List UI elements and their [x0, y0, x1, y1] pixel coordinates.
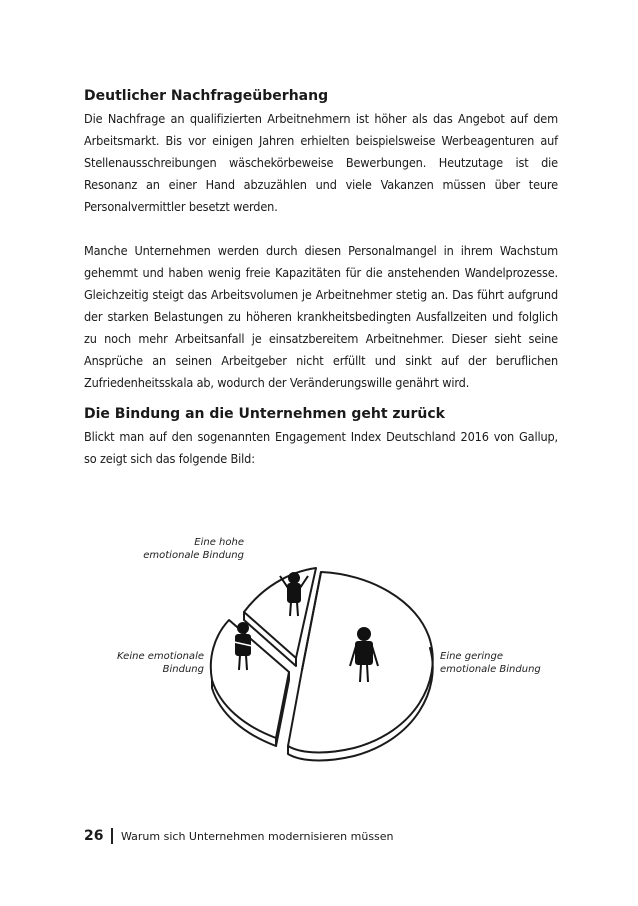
label-no-bindung: Keine emotionale Bindung [116, 651, 204, 675]
running-title: Warum sich Unternehmen modernisieren müssen [120, 829, 394, 843]
label-high-bindung: Eine hohe emotionale Bindung [143, 537, 244, 561]
page-footer [84, 826, 394, 846]
text-body [84, 86, 558, 470]
paragraph: Die Nachfrage an qualifizierten Arbeitnehmern ist höher als das Angebot auf dem Arbeitsmarkt. Bis vor einigen Jahren erhielten beispielsweise Werbeagenturen auf Stellenausschreibungen wäschekörbeweise Bewerbungen. Heutzutage ist die Resonanz an einer Hand abzuzählen und viele Vakanzen müssen über teure Personalvermittler besetzt werden. [84, 111, 558, 214]
label-low-bindung: Eine geringe emotionale Bindung [440, 651, 541, 675]
section-heading-bindung: Die Bindung an die Unternehmen geht zurück [84, 406, 445, 422]
section-heading-nachfrage: Deutlicher Nachfrageüberhang [84, 88, 329, 104]
footer-divider [111, 828, 113, 844]
page-number: 26 [84, 828, 104, 844]
paragraph: Blickt man auf den sogenannten Engagement Index Deutschland 2016 von Gallup, so zeigt sich das folgende Bild: [84, 429, 558, 466]
paragraph: Manche Unternehmen werden durch diesen Personalmangel in ihrem Wachstum gehemmt und haben wenig freie Kapazitäten für die anstehenden Wandelprozesse. Gleichzeitig steigt das Arbeitsvolumen je Arbeitnehmer stetig an. Das führt aufgrund der starken Belastungen zu höheren krankheitsbedingten Ausfallzeiten und folglich zu noch mehr Arbeitsanfall je einsatzbereitem Arbeitnehmer. Dieser sieht seine Ansprüche an seinen Arbeitgeber nicht erfüllt und sinkt auf der beruflichen Zufriedenheitsskala ab, wodurch der Veränderungswille genährt wird. [84, 243, 558, 390]
engagement-pie-illustration [84, 520, 558, 780]
